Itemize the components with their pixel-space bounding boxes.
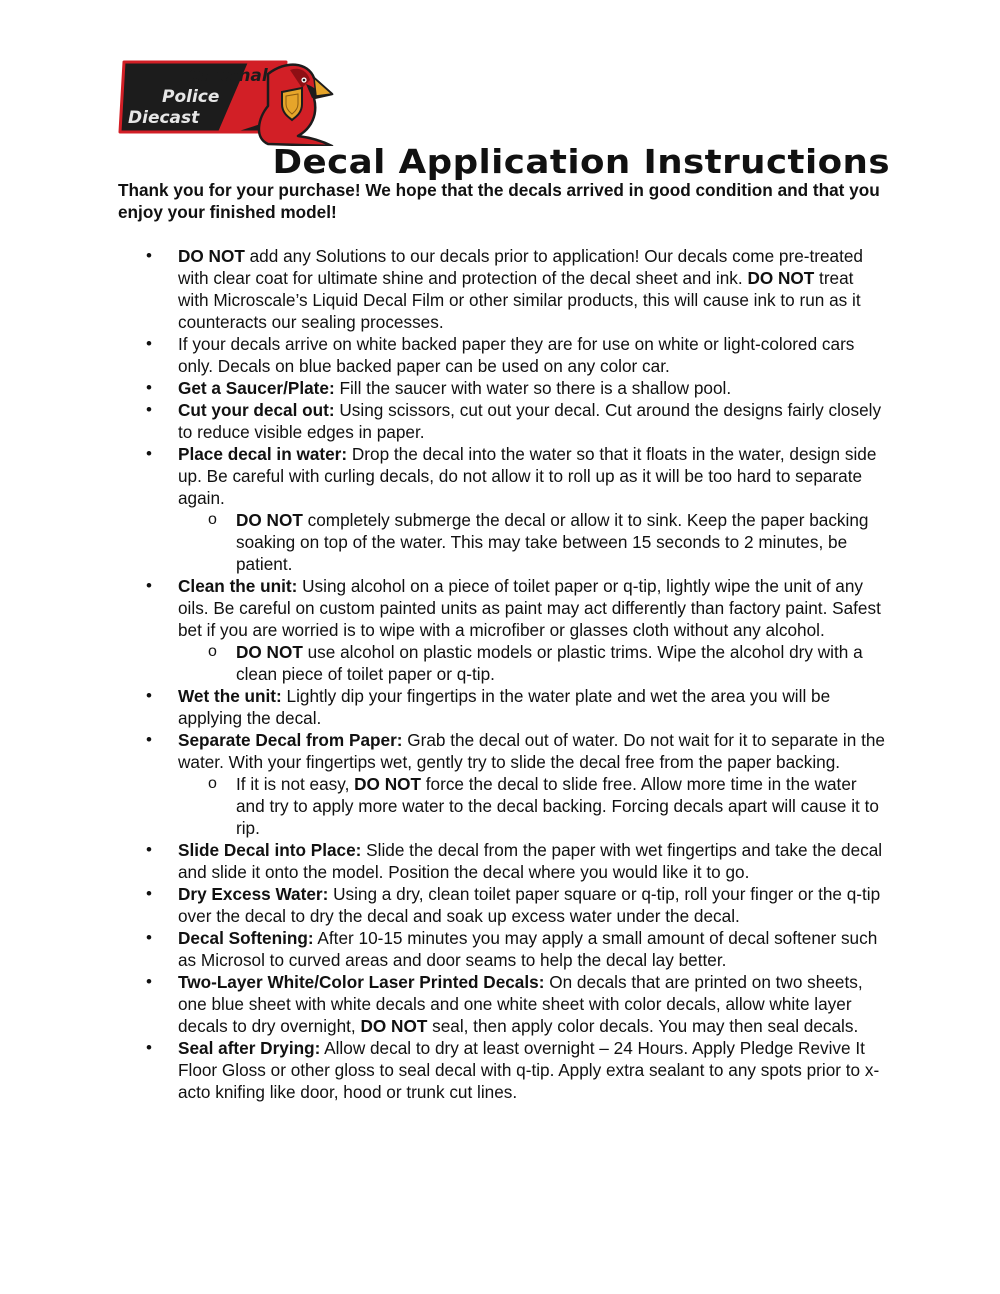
item-lead: Decal Softening: xyxy=(178,928,314,948)
list-item xyxy=(118,377,888,399)
item-text: Using scissors, cut out your decal. Cut around the designs fairly closely to reduce visible edges in paper. xyxy=(178,400,882,442)
sub-list-item xyxy=(178,641,888,685)
item-lead: Cut your decal out: xyxy=(178,400,335,420)
sub-list-item xyxy=(178,773,888,839)
list-item xyxy=(118,575,888,685)
cardinal-police-diecast-logo xyxy=(118,58,338,146)
item-lead: Wet the unit: xyxy=(178,686,282,706)
instructions-list xyxy=(118,245,888,1103)
item-text: Using alcohol on a piece of toilet paper or q-tip, lightly wipe the unit of any oils. Be careful on custom painted units as paint may act differently than factory paint. Safest bet if you are worried is to wipe with a microfiber or glasses cloth without any alcohol. xyxy=(178,576,881,640)
list-item xyxy=(118,883,888,927)
item-lead: DO NOT xyxy=(178,246,245,266)
item-lead: Slide Decal into Place: xyxy=(178,840,362,860)
list-item xyxy=(118,729,888,839)
list-item xyxy=(118,685,888,729)
item-lead: Two-Layer White/Color Laser Printed Decals: xyxy=(178,972,545,992)
sub-list xyxy=(178,509,888,575)
item-text: On decals that are printed on two sheets, one blue sheet with white decals and one white sheet with color decals, allow white layer decals to dry overnight, xyxy=(178,972,863,1036)
item-lead: Get a Saucer/Plate: xyxy=(178,378,335,398)
list-item xyxy=(118,245,888,333)
list-item xyxy=(118,927,888,971)
page-title: Decal Application Instructions xyxy=(272,142,890,181)
item-text: treat with Microscale’s Liquid Decal Film or other similar products, this will cause ink to run as it counteracts our sealing processes. xyxy=(178,268,861,332)
item-text: add any Solutions to our decals prior to application! Our decals come pre-treated with clear coat for ultimate shine and protection of the decal sheet and ink. xyxy=(178,246,863,288)
logo-line-3: Diecast xyxy=(128,108,200,128)
item-text: If your decals arrive on white backed paper they are for use on white or light-colored cars only. Decals on blue backed paper can be used on any color car. xyxy=(178,334,855,376)
item-lead: Dry Excess Water: xyxy=(178,884,329,904)
item-lead: DO NOT xyxy=(747,268,815,288)
logo-line-2: Police xyxy=(162,87,220,107)
list-item xyxy=(118,333,888,377)
sub-list xyxy=(178,641,888,685)
list-item xyxy=(118,971,888,1037)
logo-line-1: Cardinal xyxy=(188,66,268,86)
sub-list xyxy=(178,773,888,839)
list-item xyxy=(118,399,888,443)
item-text: Using a dry, clean toilet paper square or q-tip, roll your finger or the q-tip over the decal to dry the decal and soak up excess water under the decal. xyxy=(178,884,881,926)
list-item xyxy=(118,839,888,883)
instructions-list-container xyxy=(118,245,888,1103)
item-text: Slide the decal from the paper with wet fingertips and take the decal and slide it onto the model. Position the decal where you would like it to go. xyxy=(178,840,883,882)
item-lead: DO NOT xyxy=(236,510,303,530)
item-text: Grab the decal out of water. Do not wait for it to separate in the water. With your fingertips wet, gently try to slide the decal free from the paper backing. xyxy=(178,730,885,772)
item-lead: DO NOT xyxy=(236,642,303,662)
item-lead: DO NOT xyxy=(360,1016,428,1036)
list-item xyxy=(118,443,888,575)
item-text: force the decal to slide free. Allow more time in the water and try to apply more water to the decal backing. Forcing decals apart will cause it to rip. xyxy=(236,774,879,838)
sub-list-item xyxy=(178,509,888,575)
item-text: If it is not easy, xyxy=(236,774,355,794)
item-lead: DO NOT xyxy=(354,774,421,794)
item-lead: Clean the unit: xyxy=(178,576,298,596)
item-text: Allow decal to dry at least overnight – 24 Hours. Apply Pledge Revive It Floor Gloss or other gloss to seal decal with q-tip. Apply extra sealant to any spots prior to x-acto knifing like door, hood or trunk cut lines. xyxy=(178,1038,880,1102)
item-text: Drop the decal into the water so that it floats in the water, design side up. Be careful with curling decals, do not allow it to roll up as it will be too hard to separate again. xyxy=(178,444,877,508)
item-lead: Place decal in water: xyxy=(178,444,348,464)
intro-text: Thank you for your purchase! We hope that the decals arrived in good condition and that you enjoy your finished model! xyxy=(118,180,880,222)
list-item xyxy=(118,1037,888,1103)
item-text: Fill the saucer with water so there is a shallow pool. xyxy=(334,378,732,398)
item-text: completely submerge the decal or allow it to sink. Keep the paper backing soaking on top of the water. This may take between 15 seconds to 2 minutes, be patient. xyxy=(236,510,869,574)
item-text: After 10-15 minutes you may apply a small amount of decal softener such as Microsol to curved areas and door seams to help the decal lay better. xyxy=(178,928,878,970)
item-lead: Separate Decal from Paper: xyxy=(178,730,403,750)
item-text: seal, then apply color decals. You may then seal decals. xyxy=(427,1016,859,1036)
item-text: Lightly dip your fingertips in the water plate and wet the area you will be applying the decal. xyxy=(178,686,831,728)
item-lead: Seal after Drying: xyxy=(178,1038,321,1058)
item-text: use alcohol on plastic models or plastic trims. Wipe the alcohol dry with a clean piece of toilet paper or q-tip. xyxy=(236,642,863,684)
